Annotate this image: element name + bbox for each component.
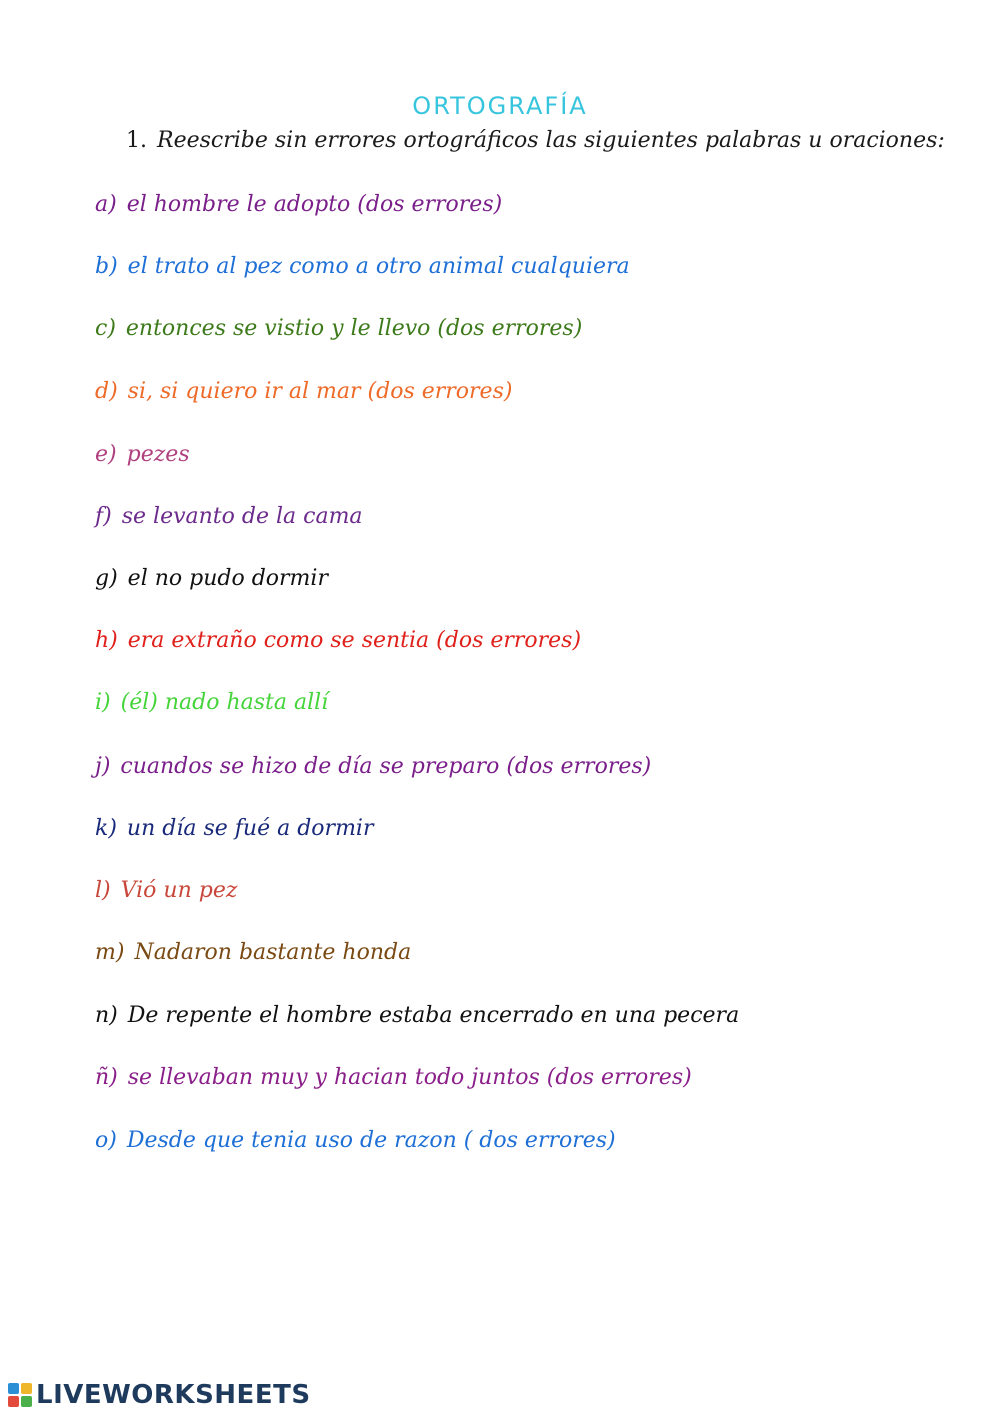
- item-letter: e): [95, 442, 117, 467]
- logo-square: [21, 1383, 32, 1394]
- instruction-text: Reescribe sin errores ortográficos las siguientes palabras u oraciones:: [157, 128, 945, 153]
- item-letter: o): [95, 1128, 117, 1153]
- footer-brand: [8, 1380, 311, 1410]
- item-text: el hombre le adopto (dos errores): [126, 192, 503, 217]
- item-text: Nadaron bastante honda: [134, 940, 412, 965]
- item-letter: n): [95, 1003, 118, 1028]
- instruction-number: 1.: [126, 128, 147, 153]
- list-item: [95, 440, 975, 470]
- item-text: si, si quiero ir al mar (dos errores): [127, 379, 513, 404]
- item-letter: l): [95, 878, 111, 903]
- list-item: [95, 502, 975, 532]
- item-text: cuandos se hizo de día se preparo (dos errores): [120, 754, 652, 779]
- item-letter: h): [95, 628, 118, 653]
- item-letter: c): [95, 316, 116, 341]
- item-letter: f): [95, 504, 112, 529]
- list-item: [95, 1126, 975, 1156]
- list-item: [95, 314, 975, 344]
- page-title: ORTOGRAFÍA: [412, 92, 588, 120]
- item-text: se levanto de la cama: [121, 504, 363, 529]
- logo-square: [21, 1396, 32, 1407]
- list-item: [95, 1063, 975, 1093]
- item-letter: ñ): [95, 1065, 118, 1090]
- list-item: [95, 1001, 975, 1031]
- item-letter: k): [95, 816, 117, 841]
- list-item: [95, 688, 975, 718]
- logo-square: [8, 1383, 19, 1394]
- list-item: [95, 564, 975, 594]
- item-letter: g): [95, 566, 118, 591]
- liveworksheets-logo-icon: [8, 1383, 32, 1407]
- list-item: [95, 252, 975, 282]
- item-text: el no pudo dormir: [127, 566, 328, 591]
- list-item: [95, 814, 975, 844]
- logo-square: [8, 1396, 19, 1407]
- list-item: [95, 876, 975, 906]
- item-letter: b): [95, 254, 118, 279]
- item-letter: a): [95, 192, 117, 217]
- item-text: Desde que tenia uso de razon ( dos errores): [126, 1128, 616, 1153]
- list-item: [95, 626, 975, 656]
- list-item: [95, 938, 975, 968]
- item-text: se llevaban muy y hacian todo juntos (dos errores): [127, 1065, 692, 1090]
- item-text: era extraño como se sentia (dos errores): [127, 628, 582, 653]
- instruction: [126, 128, 986, 153]
- item-letter: i): [95, 690, 111, 715]
- item-letter: d): [95, 379, 118, 404]
- item-text: un día se fué a dormir: [126, 816, 374, 841]
- list-item: [95, 752, 975, 782]
- list-item: [95, 377, 975, 407]
- item-text: pezes: [126, 442, 190, 467]
- item-letter: m): [95, 940, 125, 965]
- list-item: [95, 190, 975, 220]
- item-letter: j): [95, 754, 111, 779]
- item-text: De repente el hombre estaba encerrado en una pecera: [127, 1003, 740, 1028]
- item-text: entonces se vistio y le llevo (dos errores): [125, 316, 583, 341]
- item-text: Vió un pez: [120, 878, 238, 903]
- brand-name: LIVEWORKSHEETS: [36, 1380, 311, 1410]
- item-text: el trato al pez como a otro animal cualquiera: [127, 254, 630, 279]
- item-text: (él) nado hasta allí: [120, 690, 329, 715]
